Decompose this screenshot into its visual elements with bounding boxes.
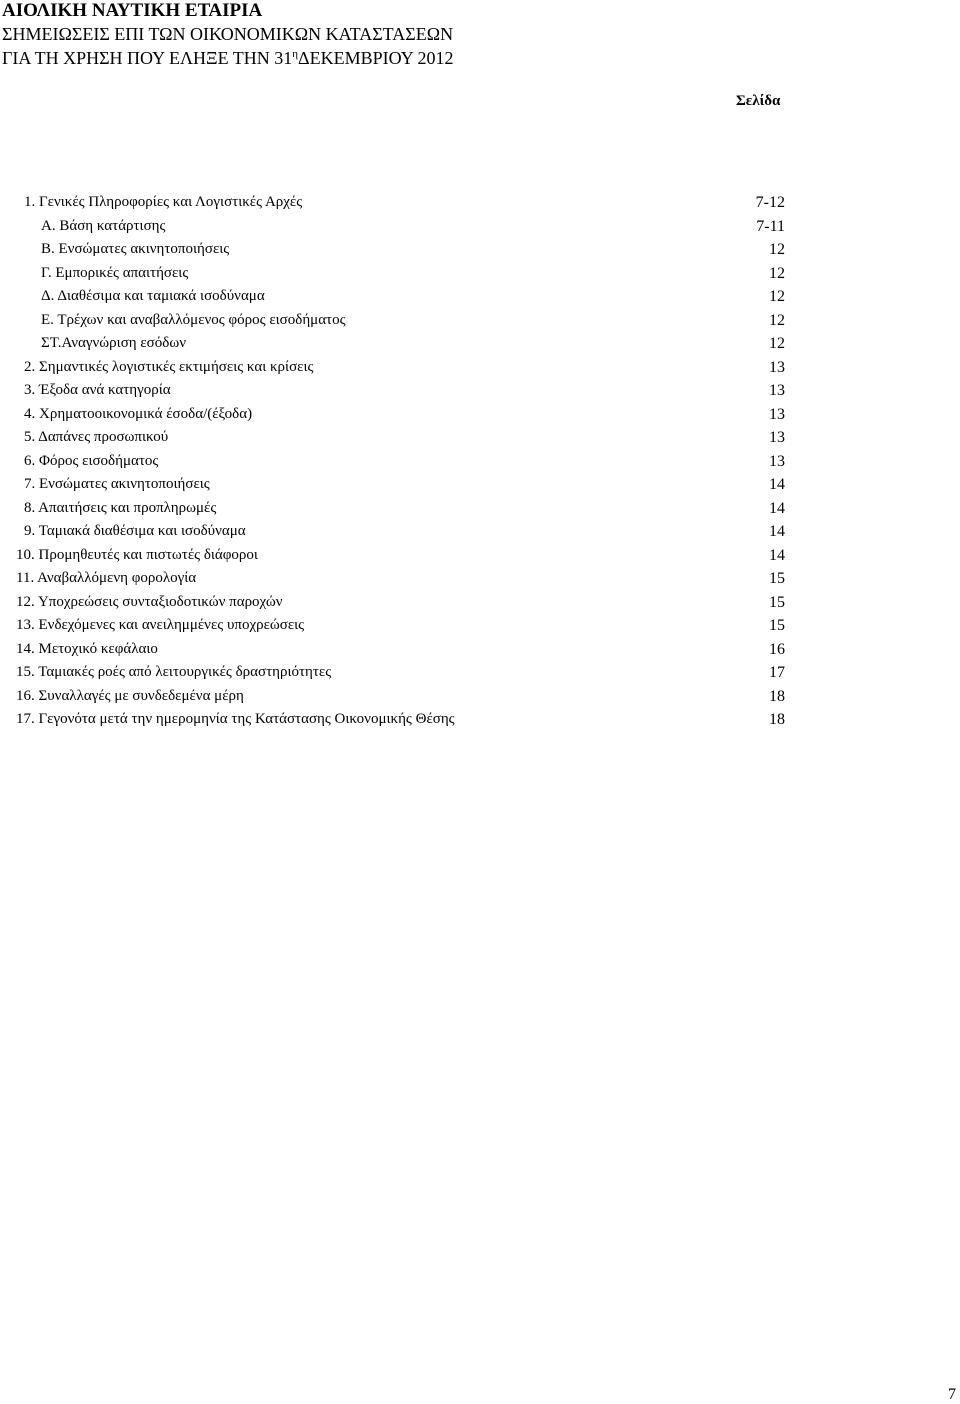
toc-page: 12 bbox=[769, 264, 785, 282]
toc-page: 14 bbox=[769, 476, 785, 493]
toc-row bbox=[0, 356, 960, 380]
document-title-line-2 bbox=[2, 46, 454, 73]
toc-page: 15 bbox=[769, 593, 785, 611]
toc-row bbox=[0, 238, 960, 262]
toc-row bbox=[0, 591, 960, 615]
document-header bbox=[2, 0, 454, 73]
toc-row bbox=[0, 708, 960, 732]
toc-label: Γ. Εμπορικές απαιτήσεις bbox=[41, 264, 189, 281]
document-title-line-1: ΣΗΜΕΙΩΣΕΙΣ ΕΠΙ ΤΩΝ ΟΙΚΟΝΟΜΙΚΩΝ ΚΑΤΑΣΤΑΣΕΩΝ bbox=[2, 24, 454, 44]
toc-row bbox=[0, 638, 960, 662]
toc-label: 3. Έξοδα ανά κατηγορία bbox=[24, 382, 171, 398]
toc-label: Ε. Τρέχων και αναβαλλόμενος φόρος εισοδήματος bbox=[41, 311, 346, 328]
toc-page: 14 bbox=[769, 546, 785, 564]
toc-row bbox=[0, 403, 960, 427]
table-of-contents bbox=[0, 191, 960, 732]
toc-page: 14 bbox=[769, 499, 785, 517]
company-name: ΑΙΟΛΙΚΗ ΝΑΥΤΙΚΗ ΕΤΑΙΡΙΑ bbox=[2, 0, 263, 21]
toc-row bbox=[0, 285, 960, 309]
toc-row bbox=[0, 661, 960, 685]
toc-page: 13 bbox=[769, 405, 785, 423]
toc-label: 7. Ενσώματες ακινητοποιήσεις bbox=[24, 476, 210, 492]
toc-row bbox=[0, 309, 960, 333]
toc-row bbox=[0, 567, 960, 591]
toc-row bbox=[0, 215, 960, 239]
toc-row bbox=[0, 262, 960, 286]
toc-label: Δ. Διαθέσιμα και ταμιακά ισοδύναμα bbox=[41, 288, 265, 304]
toc-page: 13 bbox=[769, 452, 785, 470]
toc-label: 17. Γεγονότα μετά την ημερομηνία της Κατάστασης Οικονομικής Θέσης bbox=[16, 711, 455, 727]
toc-page: 7-12 bbox=[755, 194, 785, 211]
toc-page: 13 bbox=[769, 429, 785, 446]
toc-page: 18 bbox=[769, 711, 785, 728]
title-line-2-end: ΔΕΚΕΜΒΡΙΟΥ 2012 bbox=[298, 48, 454, 68]
toc-row bbox=[0, 473, 960, 497]
title-line-2-start: ΓΙΑ ΤΗ ΧΡΗΣΗ ΠΟΥ ΕΛΗΞΕ ΤΗΝ 31 bbox=[2, 48, 293, 68]
toc-label: 9. Ταμιακά διαθέσιμα και ισοδύναμα bbox=[24, 523, 246, 539]
toc-page: 12 bbox=[769, 288, 785, 305]
toc-label: 11. Αναβαλλόμενη φορολογία bbox=[16, 570, 197, 586]
toc-page: 13 bbox=[769, 382, 785, 399]
title-superscript: η bbox=[292, 48, 299, 60]
toc-page: 12 bbox=[769, 311, 785, 329]
toc-row bbox=[0, 520, 960, 544]
page-number: 7 bbox=[948, 1386, 956, 1403]
toc-page: 15 bbox=[769, 570, 785, 587]
toc-label: Β. Ενσώματες ακινητοποιήσεις bbox=[41, 241, 230, 257]
toc-row bbox=[0, 191, 960, 215]
toc-row bbox=[0, 426, 960, 450]
toc-page: 12 bbox=[769, 241, 785, 258]
toc-label: 13. Ενδεχόμενες και ανειλημμένες υποχρεώσεις bbox=[16, 617, 305, 633]
toc-label: 16. Συναλλαγές με συνδεδεμένα μέρη bbox=[16, 687, 244, 704]
toc-label: 8. Απαιτήσεις και προπληρωμές bbox=[24, 499, 217, 516]
toc-page: 18 bbox=[769, 687, 785, 705]
toc-label: 4. Χρηματοοικονομικά έσοδα/(έξοδα) bbox=[24, 405, 253, 422]
toc-row bbox=[0, 379, 960, 403]
toc-page: 13 bbox=[769, 358, 785, 376]
toc-page: 14 bbox=[769, 523, 785, 540]
toc-label: 12. Υποχρεώσεις συνταξιοδοτικών παροχών bbox=[16, 593, 283, 610]
toc-label: 1. Γενικές Πληροφορίες και Λογιστικές Αρχές bbox=[24, 194, 303, 210]
toc-label: ΣΤ.Αναγνώριση εσόδων bbox=[41, 335, 186, 351]
toc-page: 15 bbox=[769, 617, 785, 634]
toc-label: 2. Σημαντικές λογιστικές εκτιμήσεις και κρίσεις bbox=[24, 358, 314, 375]
toc-row bbox=[0, 614, 960, 638]
toc-row bbox=[0, 544, 960, 568]
page-column-heading: Σελίδα bbox=[736, 93, 781, 109]
toc-page: 17 bbox=[769, 664, 785, 681]
toc-row bbox=[0, 685, 960, 709]
toc-label: 5. Δαπάνες προσωπικού bbox=[24, 429, 169, 445]
toc-page: 12 bbox=[769, 335, 785, 352]
toc-label: 14. Μετοχικό κεφάλαιο bbox=[16, 640, 158, 657]
toc-label: 15. Ταμιακές ροές από λειτουργικές δραστηριότητες bbox=[16, 664, 332, 680]
toc-page: 7-11 bbox=[756, 217, 785, 235]
toc-page: 16 bbox=[769, 640, 785, 658]
toc-row bbox=[0, 450, 960, 474]
toc-label: Α. Βάση κατάρτισης bbox=[41, 217, 166, 234]
toc-row bbox=[0, 332, 960, 356]
toc-label: 6. Φόρος εισοδήματος bbox=[24, 452, 159, 469]
toc-row bbox=[0, 497, 960, 521]
toc-label: 10. Προμηθευτές και πιστωτές διάφοροι bbox=[16, 546, 258, 563]
